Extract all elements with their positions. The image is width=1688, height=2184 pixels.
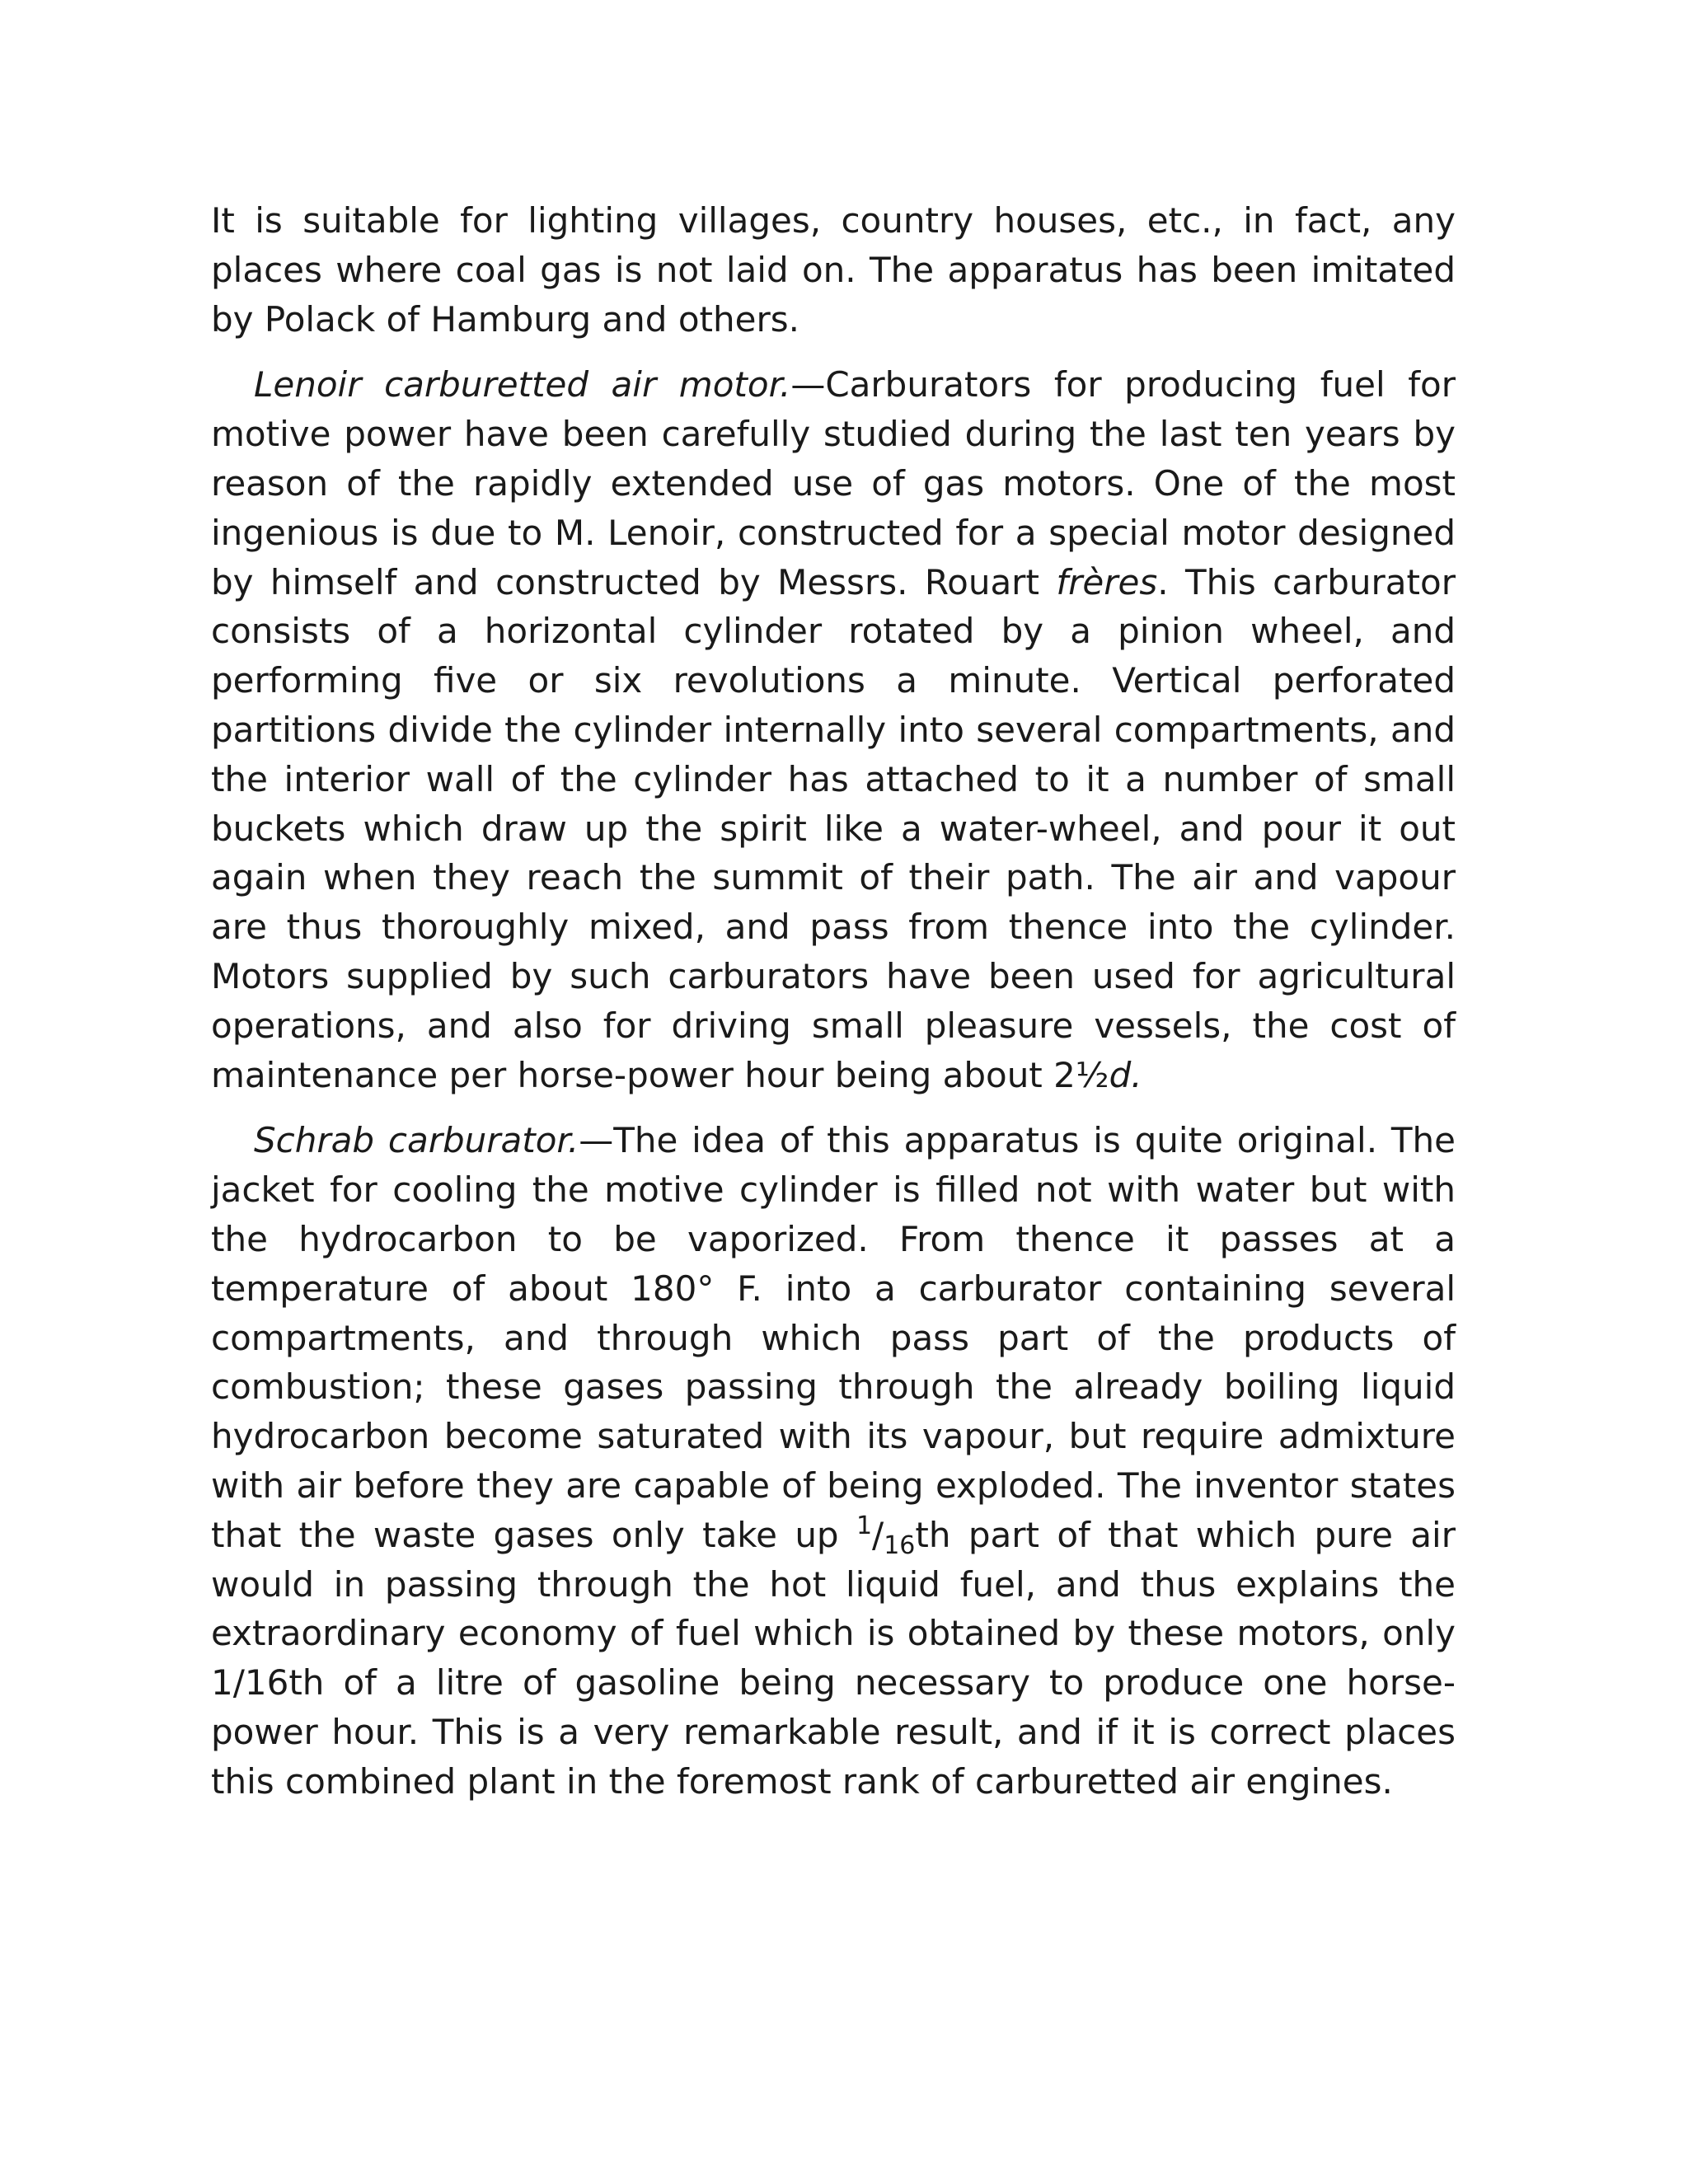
fraction-numerator: 1 xyxy=(856,1511,873,1540)
paragraph-text-cont: th part of that which pure air would in passing through the hot liquid fuel, and thus explains the extraordinary economy of fuel which is obtained by these motors, only 1/16th of a litre of gasoline being necessary to produce one horse-power hour. This is a very remarkable result, and if it is correct places this combined plant in the foremost rank of carburetted air engines. xyxy=(211,1514,1456,1802)
paragraph-text: It is suitable for lighting villages, country houses, etc., in fact, any places where coal gas is not laid on. The apparatus has been imitated by Polack of Hamburg and others. xyxy=(211,200,1456,340)
paragraph-lighting xyxy=(211,196,1456,344)
paragraph-lenoir xyxy=(211,360,1456,1099)
document-page xyxy=(211,196,1456,1823)
paragraph-text-cont: . This carburator consists of a horizontal cylinder rotated by a pinion wheel, and performing five or six revolutions a minute. Vertical perforated partitions divide the cylinder internally into several compartments, and the interior wall of the cylinder has attached to it a number of small buckets which draw up the spirit like a water-wheel, and pour it out again when they reach the summit of their path. The air and vapour are thus thoroughly mixed, and pass from thence into the cylinder. Motors supplied by such carburators have been used for agricultural operations, and also for driving small pleasure vessels, the cost of maintenance per horse-power hour being about 2½ xyxy=(211,561,1456,1095)
currency-unit: d. xyxy=(1109,1054,1142,1095)
paragraph-text: —The idea of this apparatus is quite original. The jacket for cooling the motive cylinder is filled not with water but with the hydrocarbon to be vaporized. From thence it passes at a temperature of about 180° F. into a carburator containing several compartments, and through which pass part of the products of combustion; these gases passing through the already boiling liquid hydrocarbon become saturated with its vapour, but require admixture with air before they are capable of being exploded. The inventor states that the waste gases only take up xyxy=(211,1120,1456,1555)
fraction-denominator: 16 xyxy=(884,1530,916,1560)
section-heading-schrab: Schrab carburator. xyxy=(254,1120,579,1161)
italic-term: frères xyxy=(1056,561,1158,602)
paragraph-text: —Carburators for producing fuel for motive power have been carefully studied during the last ten years by reason of the rapidly extended use of gas motors. One of the most ingenious is due to M. Lenoir, constructed for a special motor designed by himself and constructed by Messrs. Rouart xyxy=(211,364,1456,602)
paragraph-schrab xyxy=(211,1116,1456,1806)
section-heading-lenoir: Lenoir carburetted air motor. xyxy=(254,364,791,405)
fraction-slash: / xyxy=(872,1514,884,1555)
